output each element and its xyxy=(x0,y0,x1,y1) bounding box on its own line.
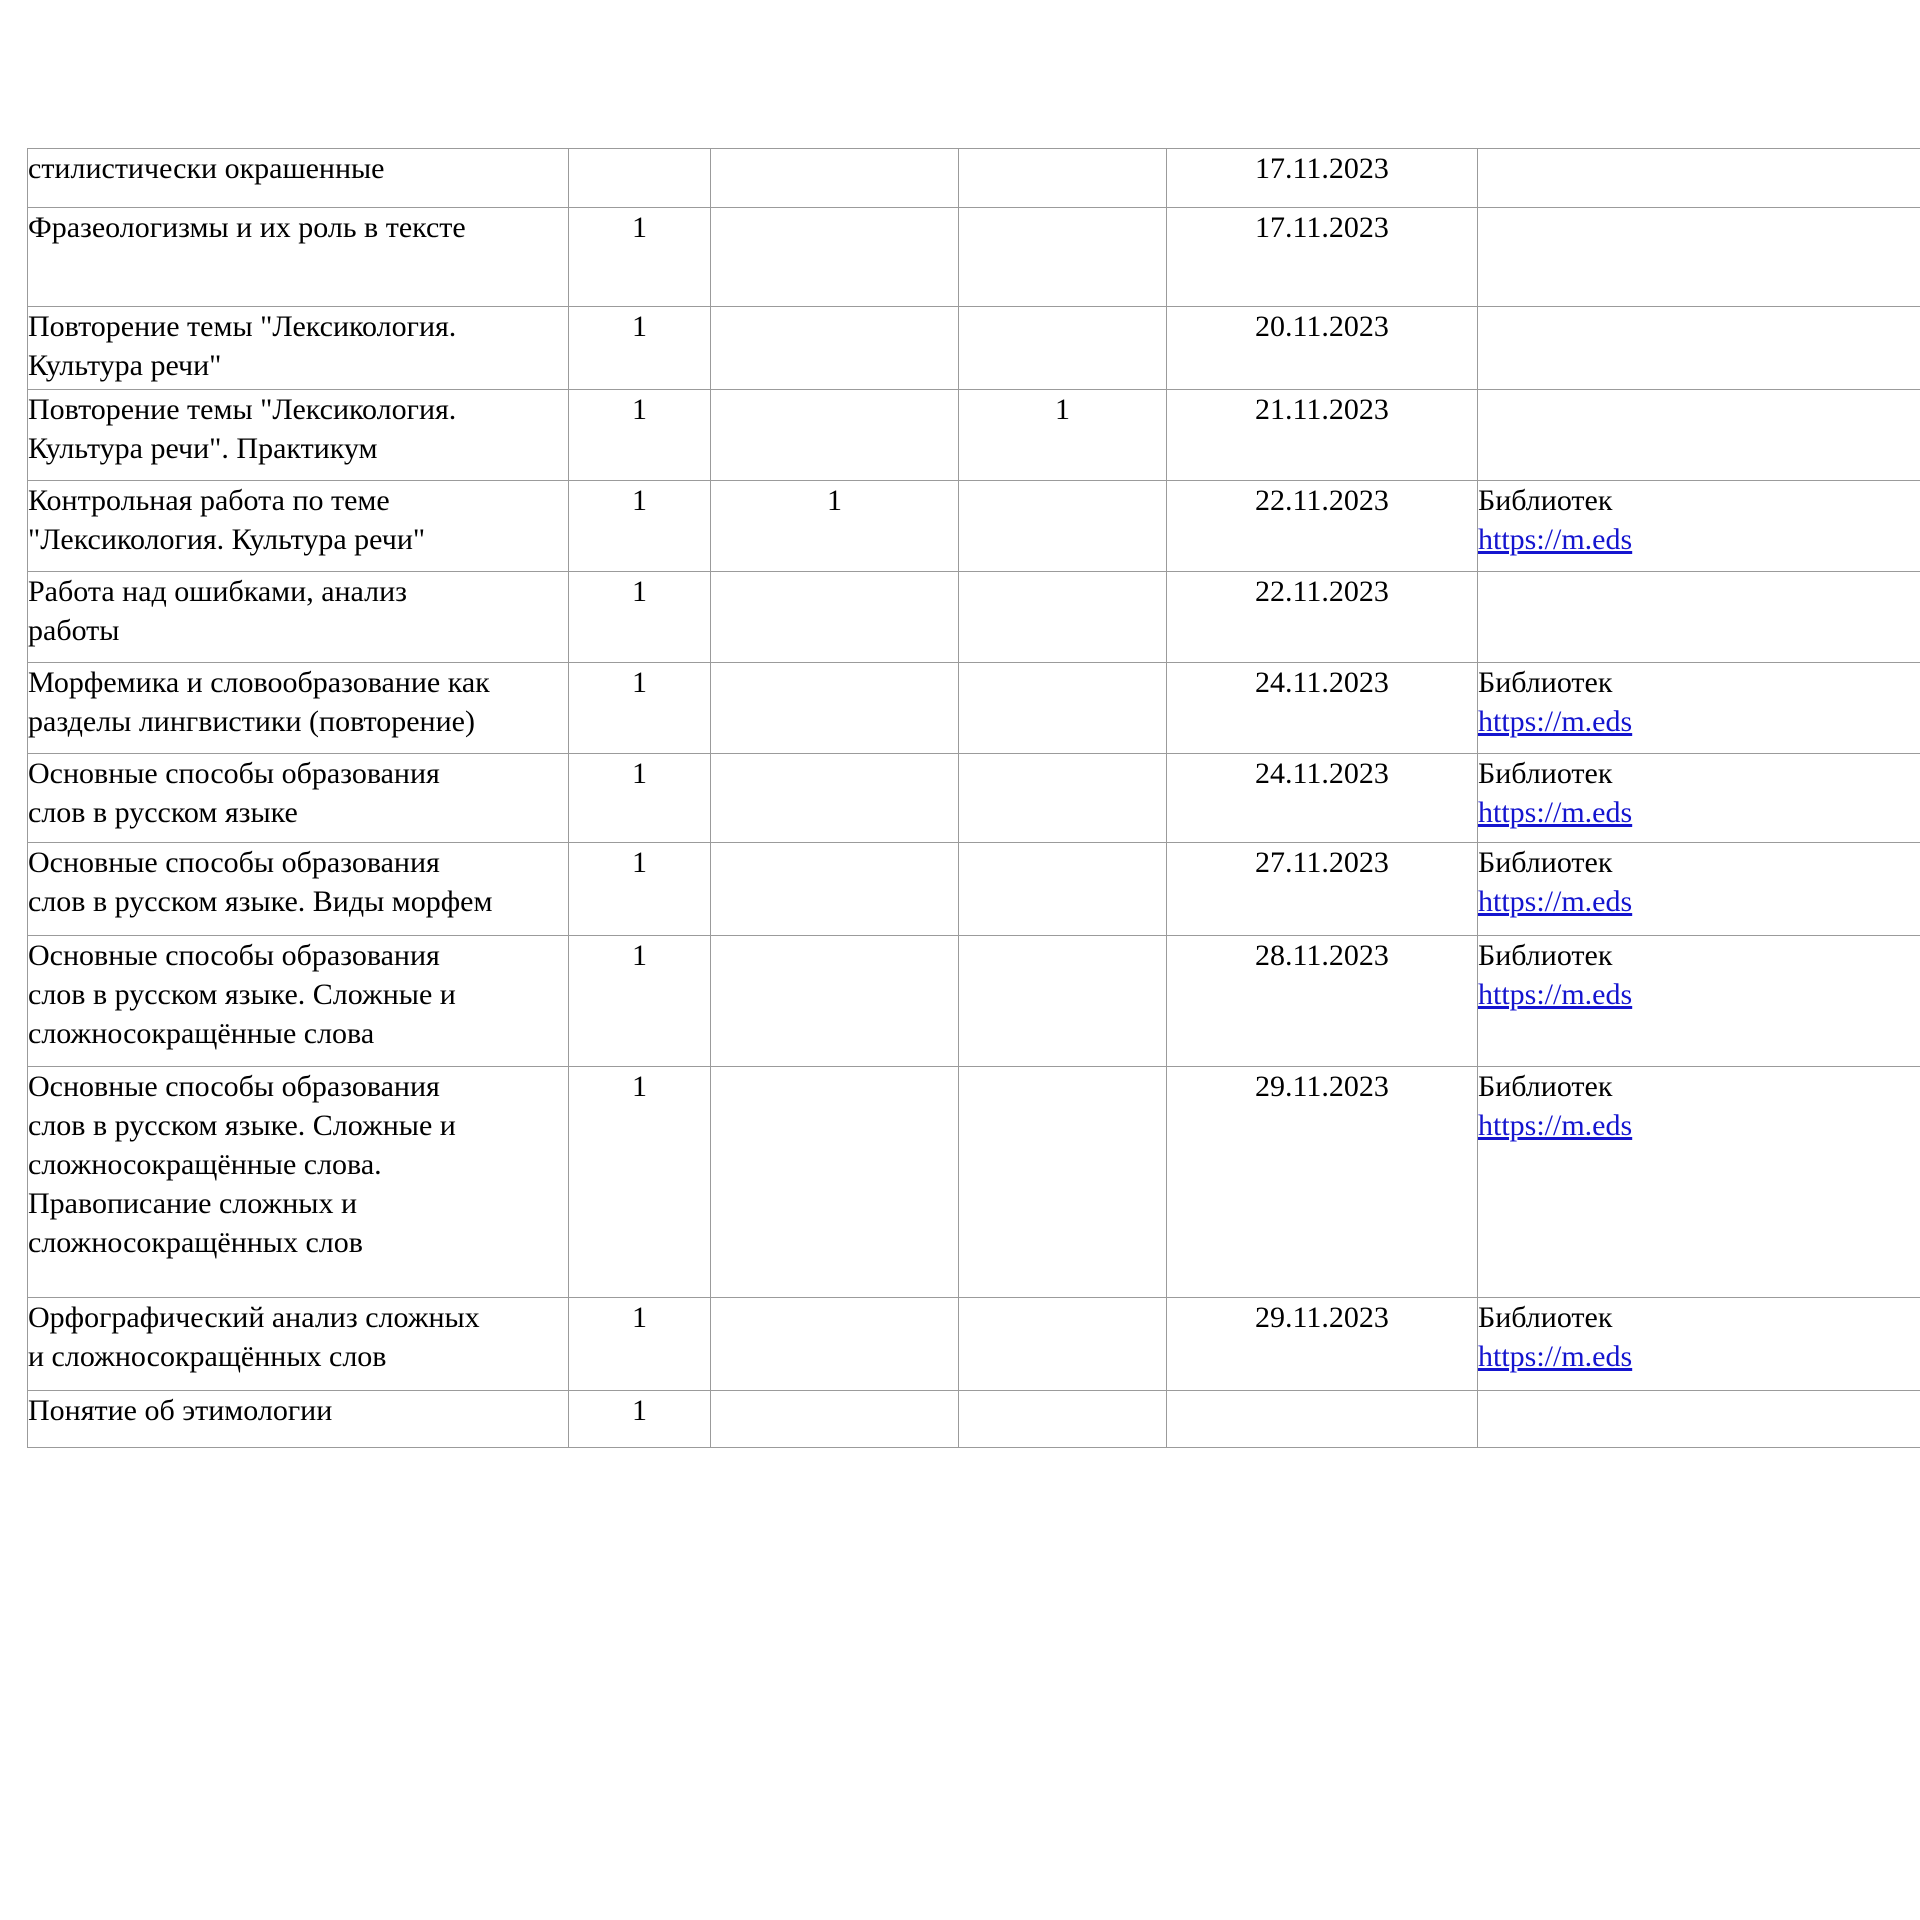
control-works-cell xyxy=(711,843,959,936)
practical-works-cell-value: 1 xyxy=(1055,393,1070,426)
practical-works-cell xyxy=(959,936,1167,1067)
hours-count-cell xyxy=(569,663,711,754)
lesson-topic-line: слов в русском языке. Сложные и xyxy=(28,978,456,1011)
table-row xyxy=(28,754,1920,843)
lesson-topic-line: Повторение темы "Лексикология. xyxy=(28,310,457,343)
hours-count-cell xyxy=(569,208,711,307)
lesson-topic-cell xyxy=(28,1067,569,1298)
lesson-topic-line: работы xyxy=(28,614,120,647)
study-date-cell xyxy=(1167,754,1478,843)
control-works-cell xyxy=(711,390,959,481)
lesson-topic-line: Понятие об этимологии xyxy=(28,1394,333,1427)
lesson-topic-cell xyxy=(28,936,569,1067)
lesson-topic-line: разделы лингвистики (повторение) xyxy=(28,705,475,738)
lesson-topic-cell xyxy=(28,481,569,572)
hours-count-cell xyxy=(569,1391,711,1448)
digital-resource-cell xyxy=(1478,1391,1920,1448)
table-row xyxy=(28,1067,1920,1298)
lesson-topic-line: Культура речи". Практикум xyxy=(28,432,378,465)
table-row xyxy=(28,481,1920,572)
resource-title: Библиотек xyxy=(1478,666,1613,699)
study-date-value: 22.11.2023 xyxy=(1255,575,1389,608)
practical-works-cell xyxy=(959,572,1167,663)
study-date-value: 17.11.2023 xyxy=(1255,211,1389,244)
lesson-topic-line: Правописание сложных и xyxy=(28,1187,358,1220)
control-works-cell xyxy=(711,149,959,208)
lesson-topic-line: Повторение темы "Лексикология. xyxy=(28,393,457,426)
study-date-cell xyxy=(1167,663,1478,754)
practical-works-cell xyxy=(959,754,1167,843)
resource-link[interactable]: https://m.eds xyxy=(1478,1109,1633,1142)
lesson-topic-line: Основные способы образования xyxy=(28,939,440,972)
study-date-value: 22.11.2023 xyxy=(1255,484,1389,517)
lesson-topic-line: сложносокращённые слова xyxy=(28,1017,375,1050)
digital-resource-cell xyxy=(1478,390,1920,481)
lesson-topic-cell xyxy=(28,208,569,307)
study-date-cell xyxy=(1167,149,1478,208)
practical-works-cell xyxy=(959,1391,1167,1448)
hours-count-cell-value: 1 xyxy=(632,211,647,244)
table-row xyxy=(28,1391,1920,1448)
study-date-cell xyxy=(1167,390,1478,481)
hours-count-cell-value: 1 xyxy=(632,575,647,608)
study-date-value: 27.11.2023 xyxy=(1255,846,1389,879)
study-date-cell xyxy=(1167,1298,1478,1391)
practical-works-cell xyxy=(959,1298,1167,1391)
lesson-topic-line: Контрольная работа по теме xyxy=(28,484,390,517)
practical-works-cell xyxy=(959,843,1167,936)
lesson-topic-cell xyxy=(28,572,569,663)
study-date-cell xyxy=(1167,1391,1478,1448)
control-works-cell-value: 1 xyxy=(827,484,842,517)
resource-title: Библиотек xyxy=(1478,484,1613,517)
digital-resource-cell xyxy=(1478,663,1920,754)
lesson-topic-line: сложносокращённые слова. xyxy=(28,1148,382,1181)
table-row xyxy=(28,390,1920,481)
study-date-value: 17.11.2023 xyxy=(1255,152,1389,185)
table-body xyxy=(28,149,1920,1448)
resource-link[interactable]: https://m.eds xyxy=(1478,796,1633,829)
digital-resource-cell xyxy=(1478,936,1920,1067)
lesson-topic-line: Основные способы образования xyxy=(28,1070,440,1103)
resource-link[interactable]: https://m.eds xyxy=(1478,523,1633,556)
hours-count-cell-value: 1 xyxy=(632,939,647,972)
practical-works-cell xyxy=(959,663,1167,754)
lesson-topic-line: слов в русском языке. Виды морфем xyxy=(28,885,493,918)
study-date-cell xyxy=(1167,936,1478,1067)
hours-count-cell-value: 1 xyxy=(632,666,647,699)
lesson-topic-cell xyxy=(28,754,569,843)
lesson-topic-cell xyxy=(28,307,569,390)
lesson-topic-line: "Лексикология. Культура речи" xyxy=(28,523,426,556)
hours-count-cell-value: 1 xyxy=(632,484,647,517)
lesson-topic-cell xyxy=(28,1391,569,1448)
lesson-topic-line: Основные способы образования xyxy=(28,846,440,879)
lesson-topic-line: Культура речи" xyxy=(28,349,222,382)
practical-works-cell xyxy=(959,1067,1167,1298)
hours-count-cell-value: 1 xyxy=(632,846,647,879)
lesson-topic-line: Основные способы образования xyxy=(28,757,440,790)
digital-resource-cell xyxy=(1478,307,1920,390)
lesson-topic-cell xyxy=(28,843,569,936)
table-row xyxy=(28,572,1920,663)
lesson-topic-line: слов в русском языке. Сложные и xyxy=(28,1109,456,1142)
lesson-topic-line: Морфемика и словообразование как xyxy=(28,666,490,699)
hours-count-cell xyxy=(569,390,711,481)
hours-count-cell-value: 1 xyxy=(632,1301,647,1334)
digital-resource-cell xyxy=(1478,1067,1920,1298)
lesson-plan-table xyxy=(27,148,1920,1448)
practical-works-cell xyxy=(959,481,1167,572)
digital-resource-cell xyxy=(1478,754,1920,843)
table-row xyxy=(28,149,1920,208)
digital-resource-cell xyxy=(1478,572,1920,663)
control-works-cell xyxy=(711,754,959,843)
hours-count-cell-value: 1 xyxy=(632,1394,647,1427)
study-date-value: 29.11.2023 xyxy=(1255,1070,1389,1103)
digital-resource-cell xyxy=(1478,1298,1920,1391)
study-date-cell xyxy=(1167,572,1478,663)
hours-count-cell xyxy=(569,307,711,390)
table-row xyxy=(28,936,1920,1067)
control-works-cell xyxy=(711,307,959,390)
control-works-cell xyxy=(711,936,959,1067)
control-works-cell xyxy=(711,208,959,307)
hours-count-cell xyxy=(569,843,711,936)
hours-count-cell-value: 1 xyxy=(632,310,647,343)
control-works-cell xyxy=(711,572,959,663)
study-date-cell xyxy=(1167,481,1478,572)
digital-resource-cell xyxy=(1478,208,1920,307)
hours-count-cell xyxy=(569,149,711,208)
study-date-value: 24.11.2023 xyxy=(1255,757,1389,790)
lesson-topic-cell xyxy=(28,663,569,754)
hours-count-cell xyxy=(569,754,711,843)
lesson-topic-line: Фразеологизмы и их роль в тексте xyxy=(28,211,466,244)
study-date-cell xyxy=(1167,1067,1478,1298)
resource-title: Библиотек xyxy=(1478,1301,1613,1334)
study-date-value: 28.11.2023 xyxy=(1255,939,1389,972)
lesson-topic-cell xyxy=(28,390,569,481)
digital-resource-cell xyxy=(1478,149,1920,208)
study-date-value: 21.11.2023 xyxy=(1255,393,1389,426)
hours-count-cell xyxy=(569,1298,711,1391)
practical-works-cell xyxy=(959,149,1167,208)
control-works-cell xyxy=(711,663,959,754)
hours-count-cell xyxy=(569,1067,711,1298)
study-date-cell xyxy=(1167,208,1478,307)
resource-link[interactable]: https://m.eds xyxy=(1478,978,1633,1011)
table-row xyxy=(28,663,1920,754)
lesson-plan-table-wrapper xyxy=(27,148,1920,1448)
resource-title: Библиотек xyxy=(1478,757,1613,790)
control-works-cell xyxy=(711,481,959,572)
table-row xyxy=(28,307,1920,390)
resource-title: Библиотек xyxy=(1478,846,1613,879)
practical-works-cell xyxy=(959,307,1167,390)
lesson-topic-cell xyxy=(28,1298,569,1391)
resource-link[interactable]: https://m.eds xyxy=(1478,885,1633,918)
hours-count-cell xyxy=(569,572,711,663)
table-row xyxy=(28,208,1920,307)
lesson-topic-line: стилистически окрашенные xyxy=(28,152,385,185)
study-date-value: 29.11.2023 xyxy=(1255,1301,1389,1334)
lesson-topic-line: слов в русском языке xyxy=(28,796,298,829)
lesson-topic-cell xyxy=(28,149,569,208)
lesson-topic-line: и сложносокращённых слов xyxy=(28,1340,387,1373)
resource-title: Библиотек xyxy=(1478,1070,1613,1103)
table-row xyxy=(28,843,1920,936)
control-works-cell xyxy=(711,1391,959,1448)
table-row xyxy=(28,1298,1920,1391)
control-works-cell xyxy=(711,1298,959,1391)
hours-count-cell-value: 1 xyxy=(632,757,647,790)
resource-link[interactable]: https://m.eds xyxy=(1478,705,1633,738)
resource-title: Библиотек xyxy=(1478,939,1613,972)
digital-resource-cell xyxy=(1478,481,1920,572)
hours-count-cell xyxy=(569,936,711,1067)
study-date-value: 24.11.2023 xyxy=(1255,666,1389,699)
practical-works-cell xyxy=(959,208,1167,307)
resource-link[interactable]: https://m.eds xyxy=(1478,1340,1633,1373)
hours-count-cell xyxy=(569,481,711,572)
study-date-value: 20.11.2023 xyxy=(1255,310,1389,343)
hours-count-cell-value: 1 xyxy=(632,1070,647,1103)
digital-resource-cell xyxy=(1478,843,1920,936)
control-works-cell xyxy=(711,1067,959,1298)
lesson-topic-line: сложносокращённых слов xyxy=(28,1226,363,1259)
lesson-topic-line: Орфографический анализ сложных xyxy=(28,1301,480,1334)
study-date-cell xyxy=(1167,843,1478,936)
study-date-cell xyxy=(1167,307,1478,390)
hours-count-cell-value: 1 xyxy=(632,393,647,426)
lesson-topic-line: Работа над ошибками, анализ xyxy=(28,575,408,608)
practical-works-cell xyxy=(959,390,1167,481)
